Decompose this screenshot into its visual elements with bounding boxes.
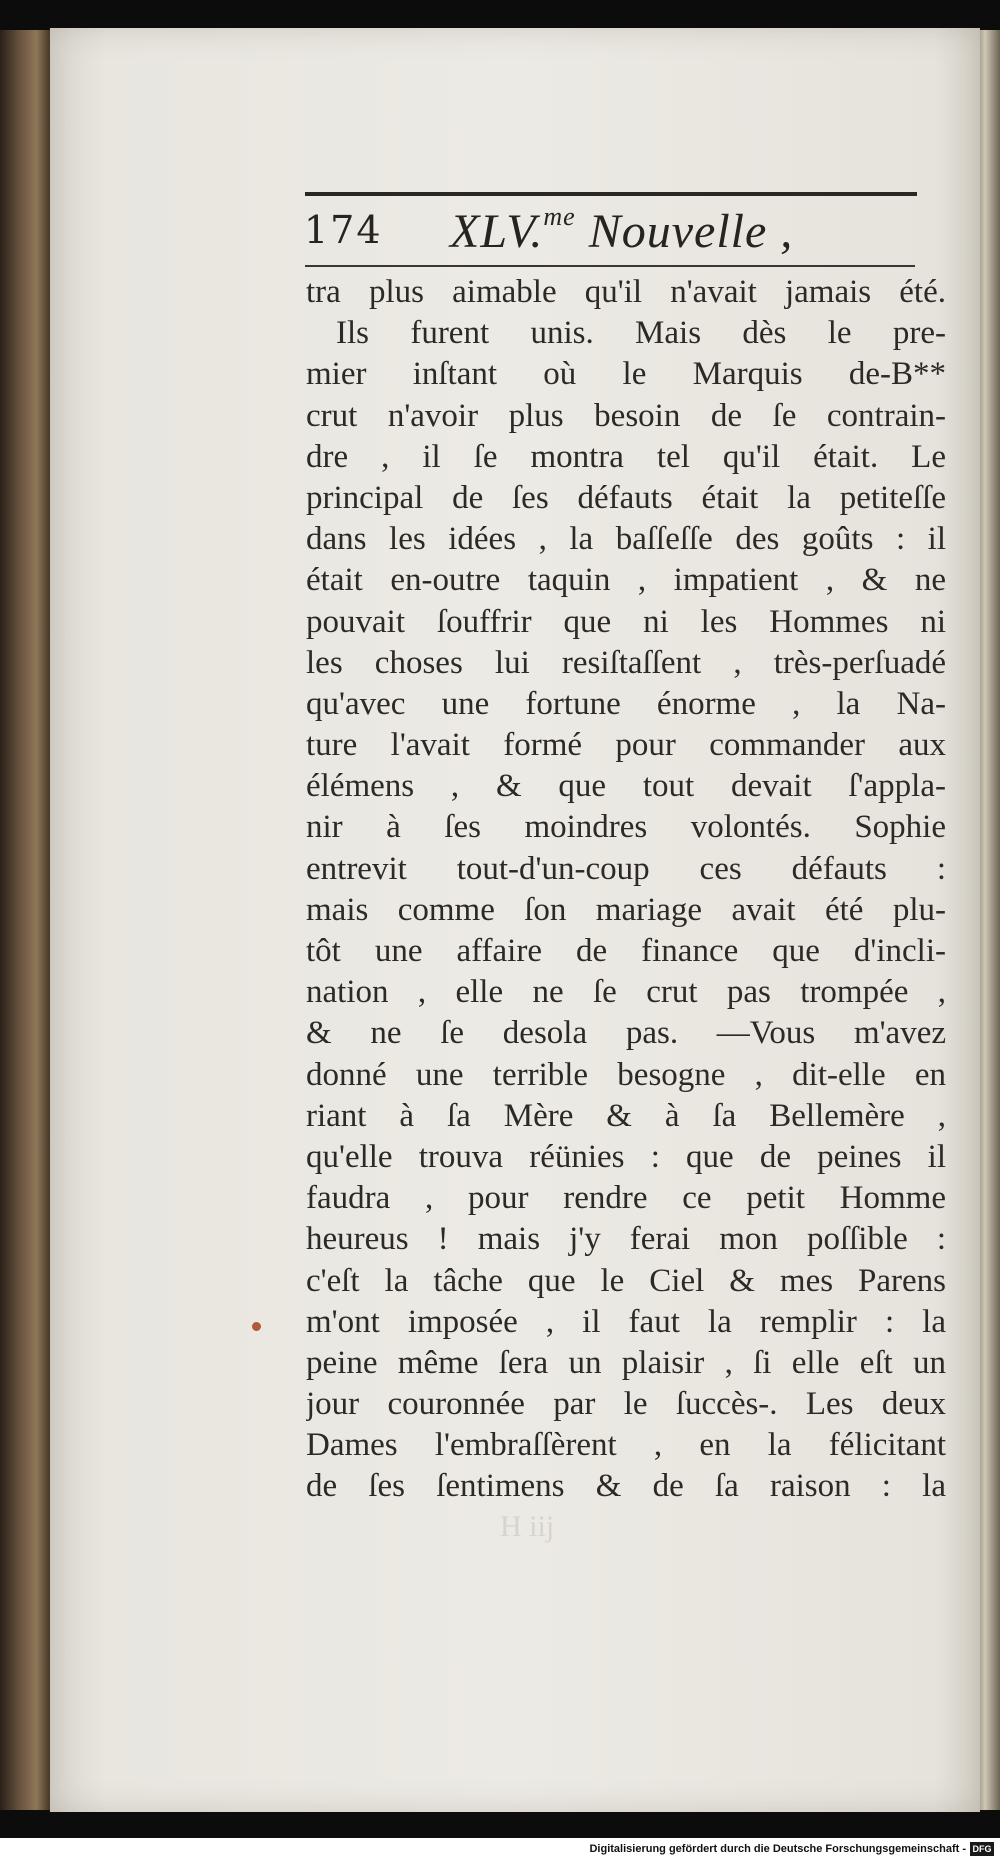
text-line: pouvait ſouffrir que ni les Hommes ni <box>306 603 946 640</box>
text-line: nation , elle ne ſe crut pas trompée , <box>306 974 946 1011</box>
text-line: tôt une affaire de finance que d'incli- <box>306 933 946 969</box>
text-line: faudra , pour rendre ce petit Homme <box>306 1180 946 1217</box>
running-title-superscript: me <box>543 202 576 231</box>
text-line: dre , il ſe montra tel qu'il était. Le <box>306 438 946 475</box>
running-header <box>300 200 920 260</box>
text-line: peine même ſera un plaisir , ſi elle eſt un <box>306 1344 946 1381</box>
text-line: riant à ſa Mère & à ſa Bellemère , <box>306 1097 946 1134</box>
text-line: m'ont imposée , il faut la remplir : la <box>306 1303 946 1340</box>
text-line: Dames l'embraſſèrent , en la félicitant <box>306 1427 946 1464</box>
text-line: Ils furent unis. Mais dès le pre- <box>336 315 946 352</box>
book-spine-left <box>0 30 52 1810</box>
text-line: heureus ! mais j'y ferai mon poſſible : <box>306 1221 946 1258</box>
running-title <box>450 202 793 259</box>
text-line: était en-outre taquin , impatient , & ne <box>306 562 946 599</box>
running-title-rest: Nouvelle , <box>575 205 794 258</box>
text-line: nir à ſes moindres volontés. Sophie <box>306 809 946 846</box>
text-line: mais comme ſon mariage avait été plu- <box>306 891 946 928</box>
text-line: de ſes ſentimens & de ſa raison : la <box>306 1468 946 1505</box>
text-line: & ne ſe desola pas. —Vous m'avez <box>306 1015 946 1052</box>
header-rule-thin <box>305 265 915 267</box>
text-line: qu'avec une fortune énorme , la Na- <box>306 685 946 722</box>
text-line: principal de ſes défauts était la petiteſſe <box>306 479 946 516</box>
text-line: mier inſtant où le Marquis de-B** <box>306 356 946 393</box>
text-line: ture l'avait formé pour commander aux <box>306 727 946 764</box>
page-number: 174 <box>304 208 383 252</box>
text-line: crut n'avoir plus besoin de ſe contrain- <box>306 397 946 434</box>
signature-mark-showthrough: H iij <box>500 1510 555 1543</box>
text-line: qu'elle trouva réünies : que de peines il <box>306 1138 946 1175</box>
text-line: c'eſt la tâche que le Ciel & mes Parens <box>306 1262 946 1299</box>
body-text <box>306 272 946 1508</box>
text-line: donné une terrible besogne , dit-elle en <box>306 1056 946 1093</box>
header-rule-thick <box>305 192 917 196</box>
dfg-logo-icon: DFG <box>970 1842 994 1856</box>
running-title-main: XLV. <box>450 205 544 258</box>
text-line: entrevit tout-d'un-coup ces défauts : <box>306 850 946 887</box>
text-line: jour couronnée par le ſuccès-. Les deux <box>306 1386 946 1423</box>
text-line: dans les idées , la baſſeſſe des goûts : il <box>306 521 946 558</box>
text-line: les choses lui resiſtaſſent , très-perſuadé <box>306 644 946 681</box>
text-line: élémens , & que tout devait ſ'appla- <box>306 768 946 805</box>
margin-ink-dot <box>252 1322 261 1331</box>
text-line: tra plus aimable qu'il n'avait jamais été. <box>306 274 946 310</box>
footer-credit: Digitalisierung gefördert durch die Deutsche Forschungsgemeinschaft - <box>589 1843 966 1855</box>
